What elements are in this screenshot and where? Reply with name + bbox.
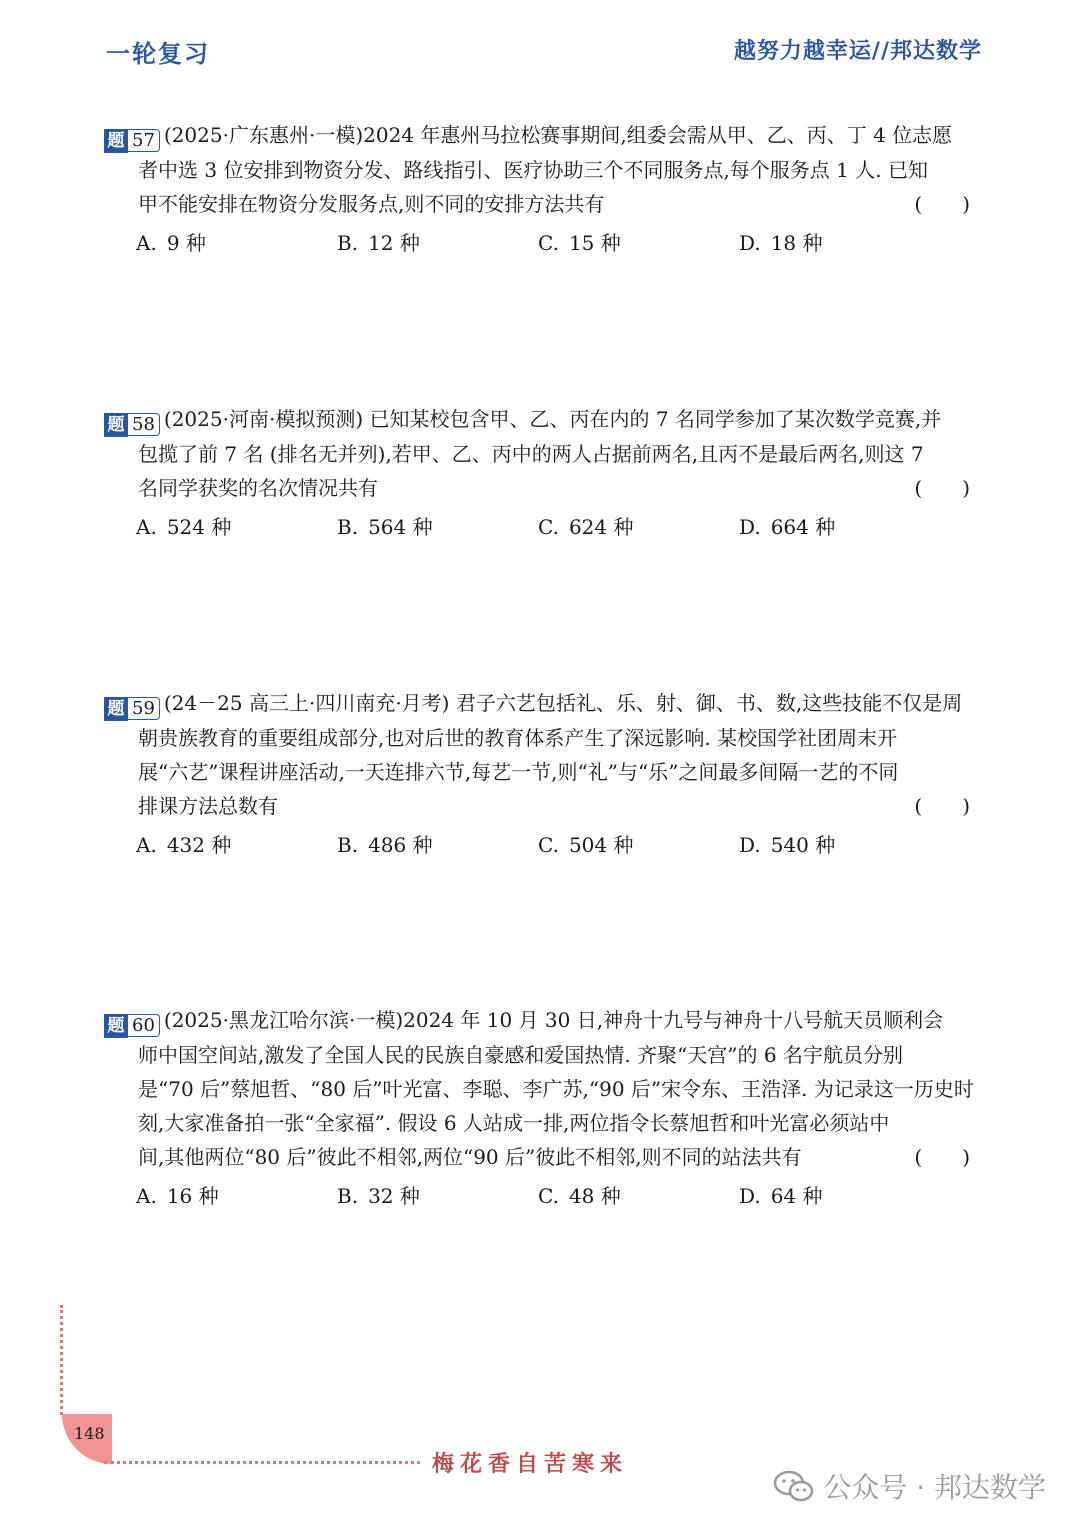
option-label: A. xyxy=(136,231,157,255)
stem-line: 展“六艺”课程讲座活动,一天连排六节,每艺一节,则“礼”与“乐”之间最多间隔一艺的不同 xyxy=(138,760,899,784)
problem-number: 57 xyxy=(128,129,160,152)
answer-paren: ( ) xyxy=(914,794,970,818)
option-text: 664 种 xyxy=(770,515,836,539)
option-b xyxy=(337,227,538,256)
answer-paren: ( ) xyxy=(914,476,970,500)
option-label: A. xyxy=(136,515,157,539)
stem-line: 排课方法总数有 xyxy=(138,794,278,818)
option-text: 432 种 xyxy=(166,833,232,857)
problem-59 xyxy=(104,686,976,858)
problem-tag xyxy=(104,697,160,721)
option-label: D. xyxy=(739,1184,761,1208)
stem-line: 间,其他两位“80 后”彼此不相邻,两位“90 后”彼此不相邻,则不同的站法共有 xyxy=(138,1145,802,1169)
watermark-text: 公众号 · 邦达数学 xyxy=(823,1471,1046,1504)
option-d xyxy=(739,227,940,256)
stem-line-last xyxy=(104,471,976,505)
stem-line: 是“70 后”蔡旭哲、“80 后”叶光富、李聪、李广苏,“90 后”宋令东、王浩泽. 为记录这一历史时 xyxy=(138,1077,974,1101)
option-text: 624 种 xyxy=(568,515,634,539)
option-b xyxy=(337,1180,538,1209)
stem-line: 甲不能安排在物资分发服务点,则不同的安排方法共有 xyxy=(138,192,605,216)
option-label: A. xyxy=(136,833,157,857)
stem-line: 朝贵族教育的重要组成部分,也对后世的教育体系产生了深远影响. 某校国学社团周末开 xyxy=(138,726,898,750)
problem-stem xyxy=(104,1003,976,1038)
option-a xyxy=(136,829,337,858)
problem-58 xyxy=(104,402,976,540)
problem-tag xyxy=(104,129,160,153)
footer-motto: 梅花香自苦寒来 xyxy=(432,1451,629,1477)
option-text: 12 种 xyxy=(368,231,420,255)
stem-line-last xyxy=(104,1140,976,1174)
header-right-slogan: 越努力越幸运//邦达数学 xyxy=(733,39,982,64)
wechat-icon xyxy=(773,1469,815,1503)
option-d xyxy=(739,829,940,858)
option-text: 32 种 xyxy=(368,1184,420,1208)
option-label: C. xyxy=(538,231,559,255)
problem-number: 60 xyxy=(128,1014,160,1037)
option-text: 18 种 xyxy=(770,231,823,255)
problem-60 xyxy=(104,1003,976,1209)
problem-57 xyxy=(104,118,976,256)
option-text: 64 种 xyxy=(770,1184,823,1208)
options xyxy=(104,1180,976,1209)
problem-tag xyxy=(104,1014,160,1038)
option-a xyxy=(136,511,337,540)
problem-stem xyxy=(104,118,976,153)
watermark xyxy=(773,1466,1046,1506)
decorative-dotted-line-horizontal xyxy=(104,1461,420,1464)
problem-stem xyxy=(104,686,976,721)
option-text: 564 种 xyxy=(368,515,433,539)
option-a xyxy=(136,227,337,256)
option-label: C. xyxy=(538,833,559,857)
option-label: D. xyxy=(739,515,761,539)
stem-line: (2025·黑龙江哈尔滨·一模)2024 年 10 月 30 日,神舟十九号与神舟十八号航天员顺利会 xyxy=(163,1008,944,1032)
option-label: C. xyxy=(538,515,559,539)
option-c xyxy=(538,511,739,540)
problem-number: 58 xyxy=(128,413,160,436)
stem-line: 名同学获奖的名次情况共有 xyxy=(138,476,378,500)
option-text: 504 种 xyxy=(568,833,634,857)
option-label: A. xyxy=(136,1184,157,1208)
option-c xyxy=(538,227,739,256)
page-number: 148 xyxy=(74,1424,105,1443)
option-label: C. xyxy=(538,1184,559,1208)
tag-key: 题 xyxy=(104,413,128,437)
option-label: B. xyxy=(337,231,359,255)
problem-tag xyxy=(104,413,160,437)
option-label: D. xyxy=(739,231,761,255)
option-label: B. xyxy=(337,1184,359,1208)
tag-key: 题 xyxy=(104,697,128,721)
option-d xyxy=(739,511,940,540)
stem-line: (24－25 高三上·四川南充·月考) 君子六艺包括礼、乐、射、御、书、数,这些技能不仅是周 xyxy=(163,691,963,715)
stem-line: 师中国空间站,激发了全国人民的民族自豪感和爱国热情. 齐聚“天宫”的 6 名宇航员分别 xyxy=(138,1043,903,1067)
option-c xyxy=(538,1180,739,1209)
option-text: 486 种 xyxy=(368,833,433,857)
option-text: 15 种 xyxy=(568,231,621,255)
option-b xyxy=(337,511,538,540)
stem-line: 刻,大家准备拍一张“全家福”. 假设 6 人站成一排,两位指令长蔡旭哲和叶光富必须站中 xyxy=(138,1111,890,1135)
problem-stem xyxy=(104,402,976,437)
options xyxy=(104,829,976,858)
option-text: 524 种 xyxy=(166,515,232,539)
header-left-title: 一轮复习 xyxy=(106,40,210,68)
option-text: 16 种 xyxy=(166,1184,219,1208)
stem-line-last xyxy=(104,187,976,221)
option-label: D. xyxy=(739,833,761,857)
stem-line: 包揽了前 7 名 (排名无并列),若甲、乙、丙中的两人占据前两名,且丙不是最后两名,则这 7 xyxy=(138,442,924,466)
stem-line: (2025·河南·模拟预测) 已知某校包含甲、乙、丙在内的 7 名同学参加了某次数学竞赛,并 xyxy=(163,407,942,431)
option-label: B. xyxy=(337,515,359,539)
answer-paren: ( ) xyxy=(914,192,970,216)
decorative-dotted-line-vertical xyxy=(60,1305,63,1415)
option-text: 540 种 xyxy=(770,833,836,857)
option-text: 9 种 xyxy=(166,231,206,255)
answer-paren: ( ) xyxy=(914,1145,970,1169)
stem-line: 者中选 3 位安排到物资分发、路线指引、医疗协助三个不同服务点,每个服务点 1 人. 已知 xyxy=(138,158,928,182)
tag-key: 题 xyxy=(104,1014,128,1038)
option-label: B. xyxy=(337,833,359,857)
option-d xyxy=(739,1180,940,1209)
option-c xyxy=(538,829,739,858)
tag-key: 题 xyxy=(104,129,128,153)
option-b xyxy=(337,829,538,858)
option-a xyxy=(136,1180,337,1209)
option-text: 48 种 xyxy=(568,1184,621,1208)
stem-line: (2025·广东惠州·一模)2024 年惠州马拉松赛事期间,组委会需从甲、乙、丙、丁 4 位志愿 xyxy=(163,123,953,147)
options xyxy=(104,227,976,256)
options xyxy=(104,511,976,540)
problem-number: 59 xyxy=(128,697,160,720)
stem-line-last xyxy=(104,789,976,823)
